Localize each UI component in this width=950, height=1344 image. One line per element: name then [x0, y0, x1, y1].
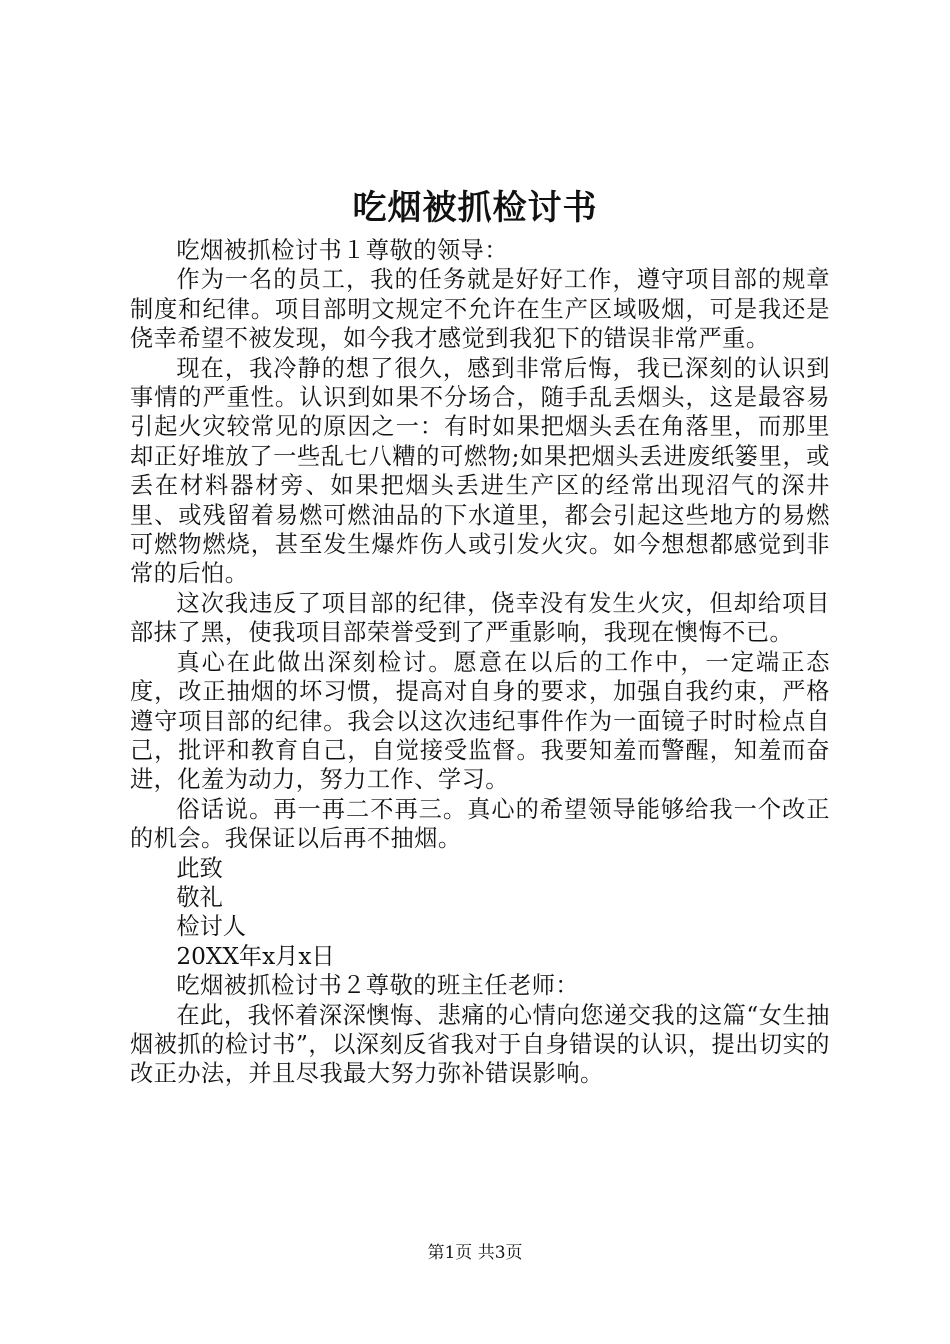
body-paragraph: 在此，我怀着深深懊悔、悲痛的心情向您递交我的这篇“女生抽烟被抓的检讨书”，以深刻反省我对于自身错误的认识，提出切实的改正办法，并且尽我最大努力弥补错误影响。	[130, 1001, 830, 1088]
document-body	[130, 236, 830, 1089]
body-paragraph: 现在，我冷静的想了很久，感到非常后悔，我已深刻的认识到事情的严重性。认识到如果不分场合，随手乱丢烟头，这是最容易引起火灾较常见的原因之一：有时如果把烟头丢在角落里，而那里却正好堆放了一些乱七八糟的可燃物;如果把烟头丢进废纸篓里，或丢在材料器材旁、如果把烟头丢进生产区的经常出现沼气的深井里、或残留着易燃可燃油品的下水道里，都会引起这些地方的易燃可燃物燃烧，甚至发生爆炸伤人或引发火灾。如今想想都感觉到非常的后怕。	[130, 354, 830, 588]
body-paragraph: 俗话说。再一再二不再三。真心的希望领导能够给我一个改正的机会。我保证以后再不抽烟。	[130, 795, 830, 853]
date-line: 20XX年x月x日	[176, 942, 335, 970]
document-title: 吃烟被抓检讨书	[352, 188, 598, 228]
closing-line: 此致	[176, 854, 223, 882]
body-paragraph: 这次我违反了项目部的纪律，侥幸没有发生火灾，但却给项目部抹了黑，使我项目部荣誉受到了严重影响，我现在懊悔不已。	[130, 589, 830, 647]
closing-line: 敬礼	[176, 883, 223, 911]
signature-label: 检讨人	[176, 913, 246, 941]
body-paragraph: 作为一名的员工，我的任务就是好好工作，遵守项目部的规章制度和纪律。项目部明文规定不允许在生产区域吸烟，可是我还是侥幸希望不被发现，如今我才感觉到我犯下的错误非常严重。	[130, 266, 830, 353]
page-footer: 第1页 共3页	[427, 1243, 523, 1263]
body-paragraph: 真心在此做出深刻检讨。愿意在以后的工作中，一定端正态度，改正抽烟的坏习惯，提高对自身的要求，加强自我约束，严格遵守项目部的纪律。我会以这次违纪事件作为一面镜子时时检点自己，批评和教育自己，自觉接受监督。我要知羞而警醒，知羞而奋进，化羞为动力，努力工作、学习。	[130, 648, 830, 794]
letter-heading-2: 吃烟被抓检讨书２尊敬的班主任老师：	[176, 972, 580, 1000]
letter-heading-1: 吃烟被抓检讨书１尊敬的领导：	[176, 237, 509, 264]
